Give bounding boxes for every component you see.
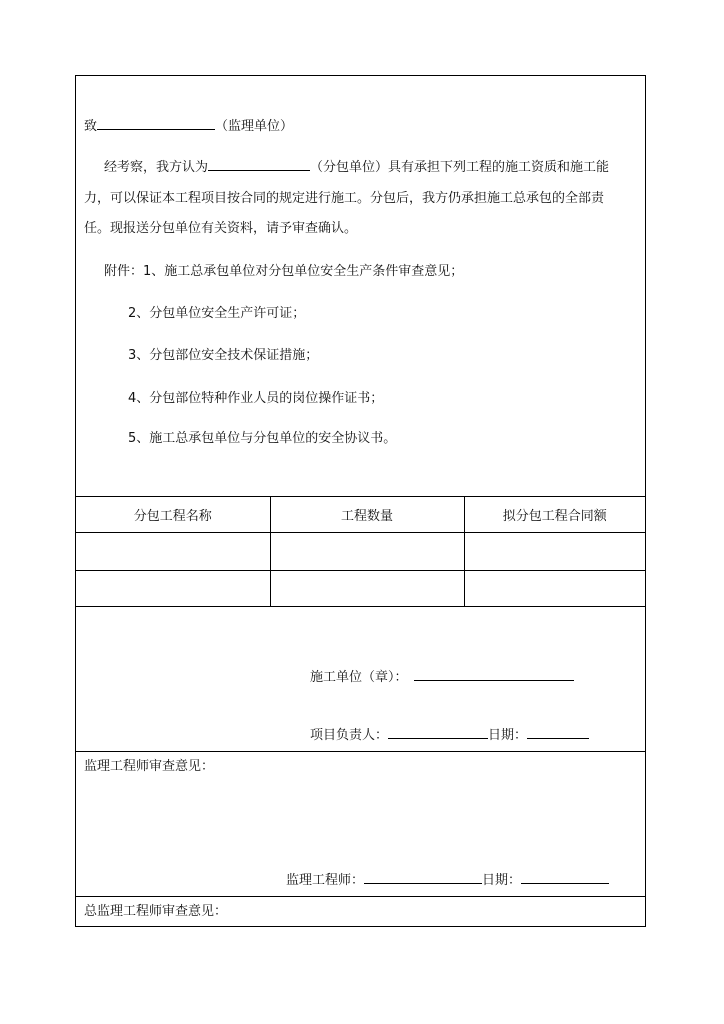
table-cell[interactable]: [76, 533, 270, 571]
table-header-row: [76, 497, 645, 533]
divider: [76, 751, 645, 752]
subcontract-approval-form: [75, 75, 646, 927]
supervisor-engineer-blank[interactable]: [364, 871, 482, 884]
contractor-date-blank[interactable]: [527, 726, 589, 739]
contractor-date-label: 日期：: [488, 728, 528, 743]
attachment-item-5: 5、施工总承包单位与分包单位的安全协议书。: [128, 431, 397, 446]
paragraph-prefix: 经考察，我方认为: [104, 160, 209, 175]
project-manager-label: 项目负责人：: [310, 728, 389, 743]
attachment-item-text: 1、施工总承包单位对分包单位安全生产条件审查意见；: [143, 264, 464, 279]
project-manager-blank[interactable]: [388, 726, 488, 739]
table-cell[interactable]: [464, 571, 645, 607]
subcontract-table: [76, 496, 645, 607]
contractor-seal-line: [310, 666, 574, 685]
supervisor-date-blank[interactable]: [521, 871, 609, 884]
table-row: [76, 533, 645, 571]
subcontractor-blank[interactable]: [208, 158, 310, 171]
addressee-suffix: （监理单位）: [215, 119, 294, 134]
column-header-quantity: 工程数量: [270, 497, 464, 533]
column-header-contract-amount: 拟分包工程合同额: [464, 497, 645, 533]
paragraph-line-2: 力，可以保证本工程项目按合同的规定进行施工。分包后，我方仍承担施工总承包的全部责: [84, 191, 605, 206]
paragraph-suffix: （分包单位）具有承担下列工程的施工资质和施工能: [310, 160, 610, 175]
contractor-unit-blank[interactable]: [414, 668, 574, 681]
column-header-project-name: 分包工程名称: [76, 497, 270, 533]
paragraph-line-1: [104, 156, 609, 175]
attachment-item-4: 4、分包部位特种作业人员的岗位操作证书；: [128, 391, 384, 406]
divider: [76, 896, 645, 897]
table-cell[interactable]: [76, 571, 270, 607]
attachment-item-1: [104, 260, 463, 279]
attachment-item-3: 3、分包部位安全技术保证措施；: [128, 348, 319, 363]
supervisor-review-title: 监理工程师审查意见：: [84, 759, 215, 774]
table-cell[interactable]: [464, 533, 645, 571]
application-section: [76, 76, 645, 496]
attachment-item-2: 2、分包单位安全生产许可证；: [128, 306, 306, 321]
table-cell[interactable]: [270, 533, 464, 571]
supervisor-sign-line: [286, 869, 609, 888]
attachment-label: 附件：: [104, 264, 144, 279]
project-manager-line: [310, 724, 589, 743]
table-cell[interactable]: [270, 571, 464, 607]
contractor-unit-label: 施工单位（章）：: [310, 670, 408, 685]
supervision-unit-blank[interactable]: [97, 117, 215, 130]
supervisor-engineer-label: 监理工程师：: [286, 873, 365, 888]
paragraph-line-3: 任。现报送分包单位有关资料，请予审查确认。: [84, 221, 358, 236]
supervisor-date-label: 日期：: [482, 873, 522, 888]
addressee-prefix: 致: [84, 119, 98, 134]
addressee-line: [84, 115, 293, 134]
chief-supervisor-review-title: 总监理工程师审查意见：: [84, 904, 228, 919]
table-row: [76, 571, 645, 607]
